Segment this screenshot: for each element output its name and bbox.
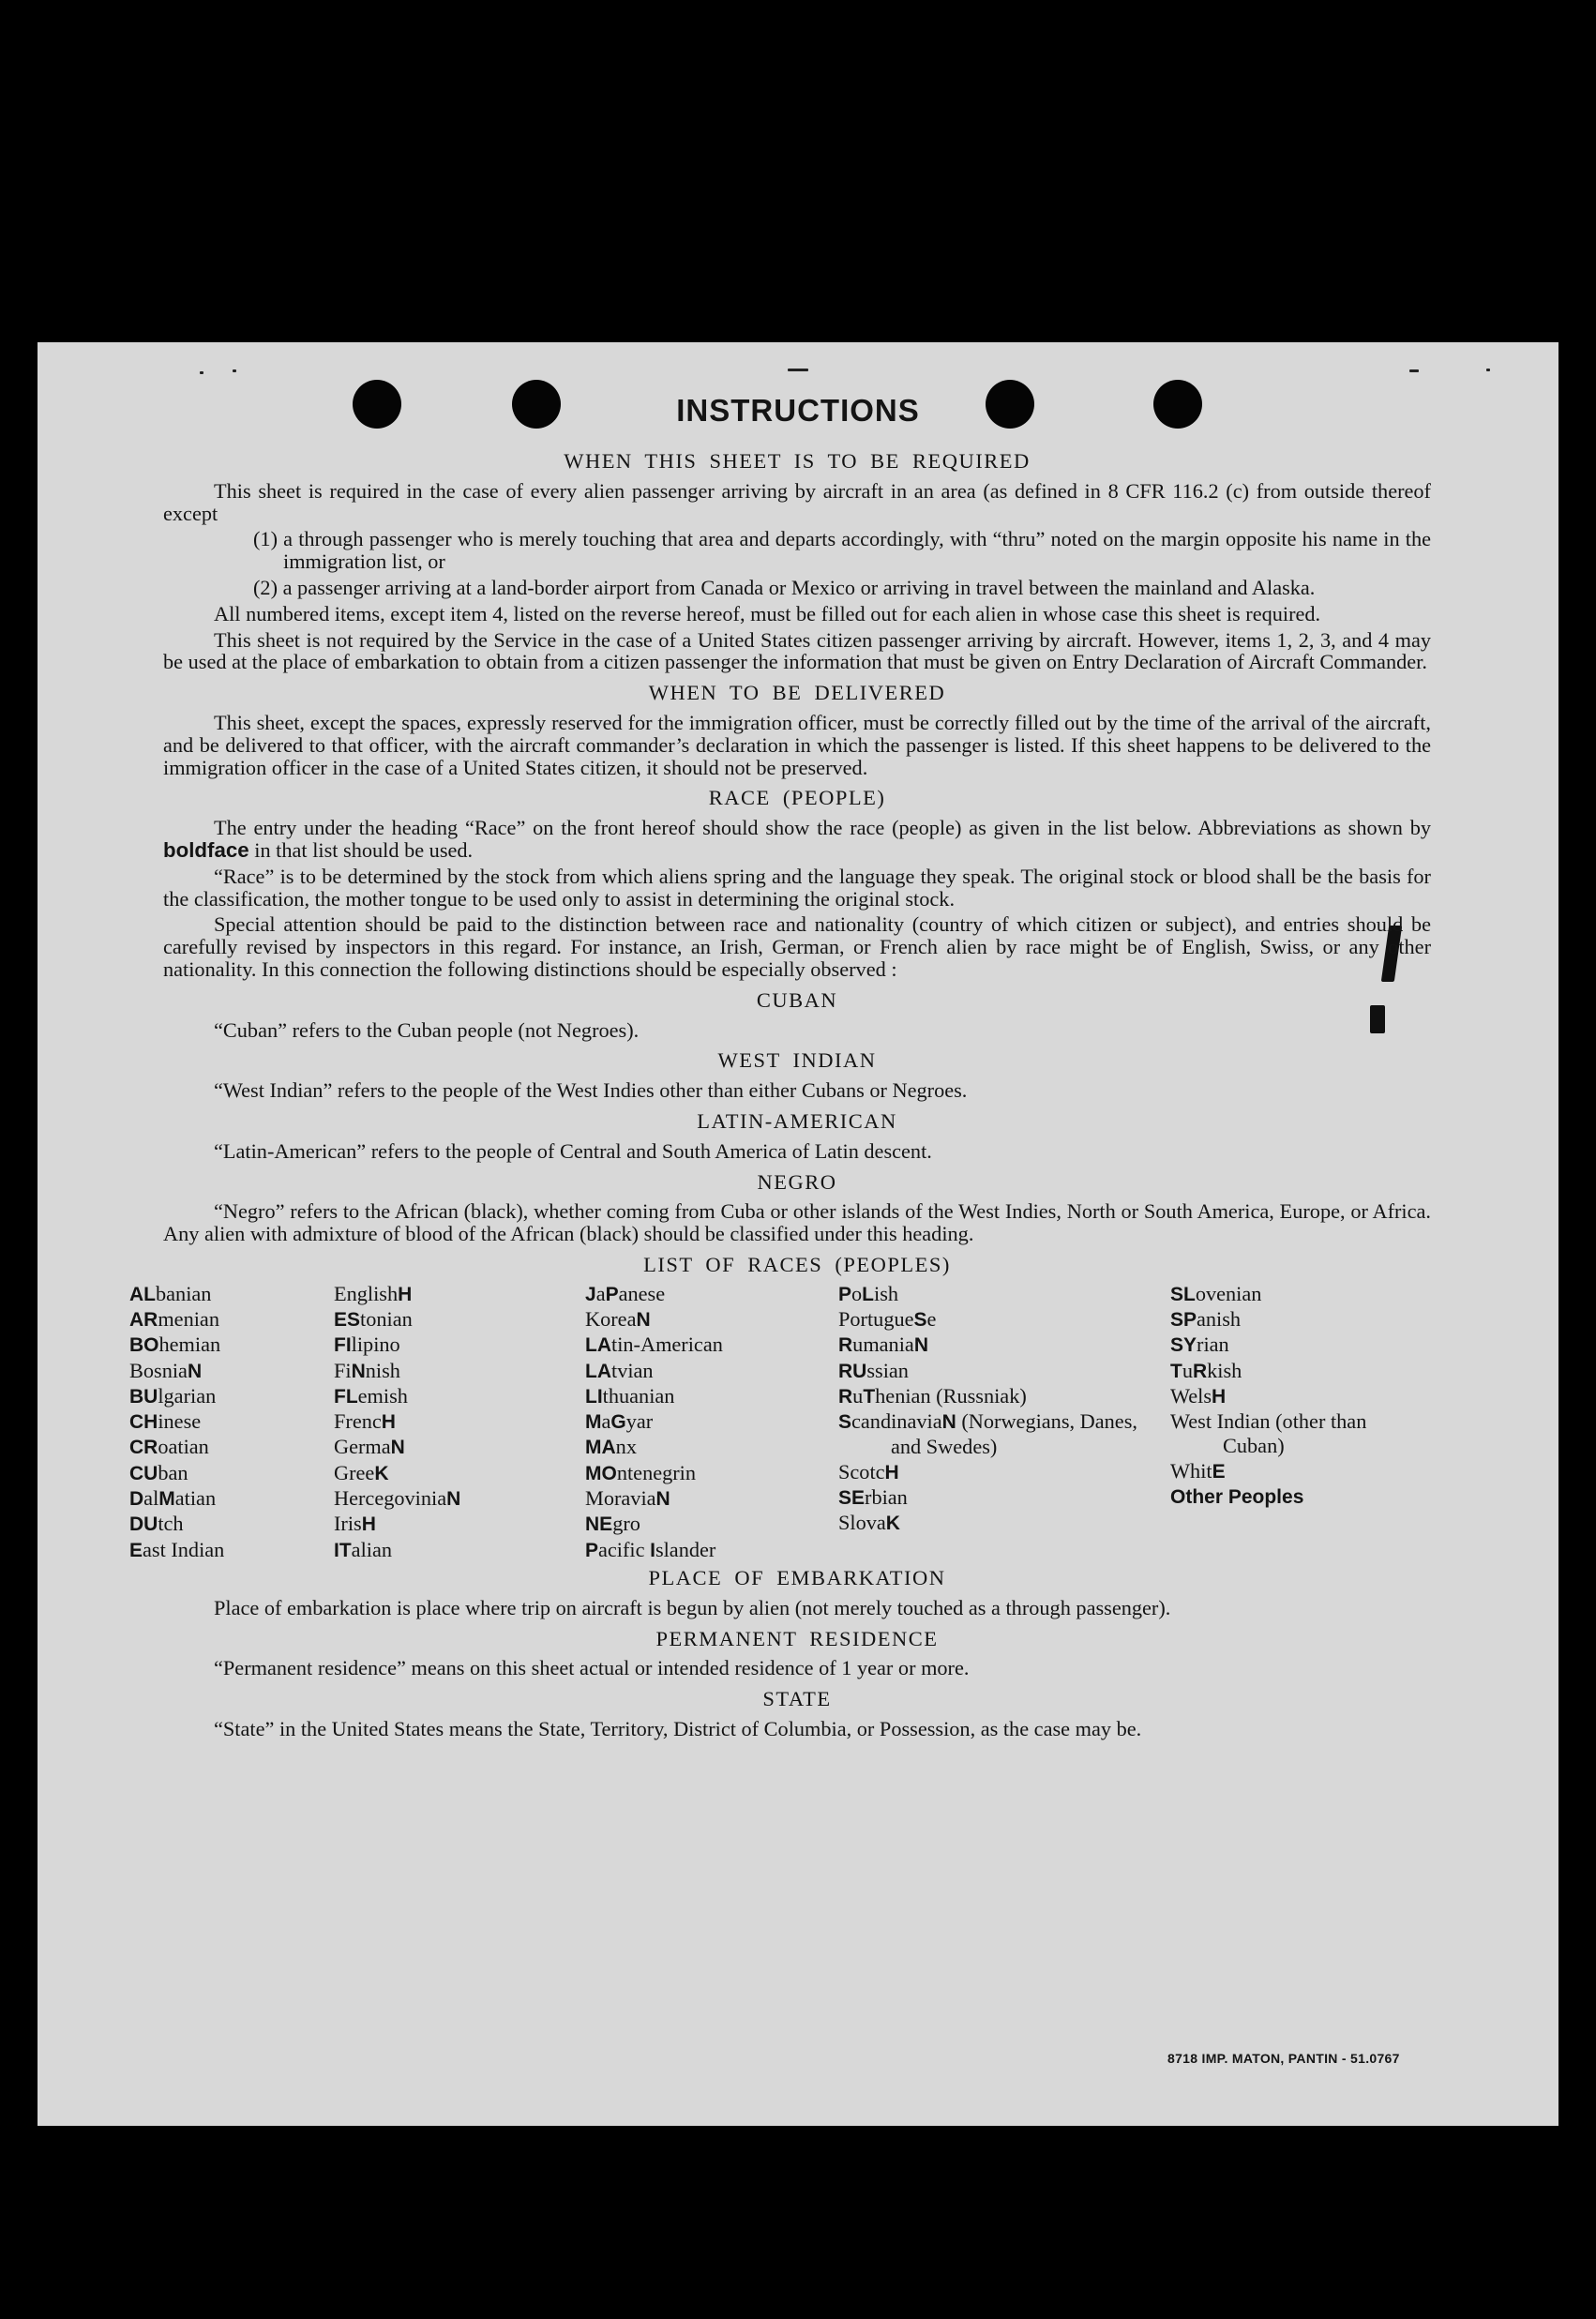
race-entry: FLemish — [334, 1383, 408, 1408]
paragraph: “Race” is to be determined by the stock from which aliens spring and the language they speak. The original stock or blood shall be the basis for the classification, the mother tongue to be used only to assist in determining the original stock. — [163, 864, 1431, 911]
race-entry: ScandinaviaN (Norwegians, Danes, and Swedes) — [838, 1409, 1137, 1459]
section-heading: LATIN-AMERICAN — [697, 1108, 897, 1133]
race-entry: RumaniaN — [838, 1333, 928, 1357]
race-column-5 — [1170, 1282, 1395, 1563]
race-entry: EStonian — [334, 1307, 413, 1331]
race-entry: FiNnish — [334, 1358, 400, 1382]
race-entry: SPanish — [1170, 1307, 1242, 1331]
race-entry: GermaN — [334, 1435, 405, 1459]
paragraph: This sheet is required in the case of every alien passenger arriving by aircraft in an area (as defined in 8 CFR 116.2 (c) from outside thereof except — [163, 478, 1431, 525]
race-entry: MaGyar — [585, 1409, 654, 1434]
race-entry: ARmenian — [129, 1307, 219, 1331]
race-entry: FIlipino — [334, 1333, 400, 1357]
race-entry: EnglishH — [334, 1281, 413, 1305]
paragraph: “Negro” refers to the African (black), whether coming from Cuba or other islands of the West Indies, North or South America, Europe, or Africa. Any alien with admixture of blood of the African (black) should be classified under this heading. — [163, 1199, 1431, 1246]
section-heading: NEGRO — [757, 1169, 837, 1194]
page-title: INSTRUCTIONS — [676, 393, 920, 428]
race-column-4 — [838, 1282, 1170, 1563]
race-entry: RuThenian (Russniak) — [838, 1383, 1027, 1408]
race-entry: DUtch — [129, 1512, 184, 1536]
paragraph: “State” in the United States means the State, Territory, District of Columbia, or Possession, as the case may be. — [214, 1716, 1142, 1740]
paragraph: “Cuban” refers to the Cuban people (not Negroes). — [214, 1017, 640, 1042]
race-entry: LAtin-American — [585, 1333, 723, 1357]
race-entry: MoraviaN — [585, 1486, 670, 1511]
paragraph: This sheet is not required by the Service in the case of a United States citizen passenger arriving by aircraft. However, items 1, 2, 3, and 4 may be used at the place of embarkation to obtain from a citizen passenger the information that must be given on Entry Declaration of Aircraft Commander. — [163, 627, 1431, 674]
race-column-3 — [585, 1282, 838, 1563]
section-heading: PERMANENT RESIDENCE — [655, 1626, 939, 1650]
race-entry: TuRkish — [1170, 1358, 1242, 1382]
speck — [1409, 369, 1419, 372]
race-list — [129, 1282, 1431, 1563]
section-heading: CUBAN — [756, 987, 838, 1012]
race-entry: NEgro — [585, 1512, 640, 1536]
list-item: (2) a passenger arriving at a land-border airport from Canada or Mexico or arriving in travel between the mainland and Alaska. — [253, 575, 1316, 599]
race-entry: Other Peoples — [1170, 1486, 1304, 1509]
race-entry: SErbian — [838, 1485, 908, 1510]
race-entry: CHinese — [129, 1409, 202, 1434]
section-heading: RACE (PEOPLE) — [708, 786, 886, 810]
race-entry: FrencH — [334, 1409, 396, 1434]
race-entry: KoreaN — [585, 1307, 651, 1331]
race-entry: SLovenian — [1170, 1281, 1262, 1305]
race-column-1 — [129, 1282, 334, 1563]
instructions-body — [129, 442, 1431, 1744]
section-heading: WHEN TO BE DELIVERED — [648, 681, 946, 705]
section-heading: LIST OF RACES (PEOPLES) — [643, 1252, 951, 1276]
race-entry: LAtvian — [585, 1358, 654, 1382]
section-heading: WEST INDIAN — [717, 1048, 877, 1073]
race-entry: BUlgarian — [129, 1383, 217, 1408]
race-entry: PortugueSe — [838, 1307, 937, 1331]
boldface-word: boldface — [163, 837, 249, 862]
list-item: (1) a through passenger who is merely touching that area and departs accordingly, with “thru” noted on the margin opposite his name in the immigration list, or — [253, 527, 1431, 574]
section-heading: PLACE OF EMBARKATION — [648, 1565, 946, 1589]
race-entry: SlovaK — [838, 1511, 900, 1535]
paragraph: “Permanent residence” means on this sheet actual or intended residence of 1 year or more. — [214, 1656, 970, 1680]
paragraph: This sheet, except the spaces, expressly reserved for the immigration officer, must be correctly filled out by the time of the arrival of the aircraft, and be delivered to that officer, with the aircraft commander’s declaration in which the passenger is listed. If this sheet happens to be delivered to the immigration officer in the case of a United States citizen, it should not be preserved. — [163, 710, 1431, 779]
section-heading: WHEN THIS SHEET IS TO BE REQUIRED — [564, 449, 1031, 473]
race-entry: DalMatian — [129, 1486, 217, 1511]
race-entry: East Indian — [129, 1537, 225, 1561]
paragraph — [163, 817, 1431, 862]
race-entry: JaPanese — [585, 1281, 666, 1305]
paragraph: All numbered items, except item 4, listed on the reverse hereof, must be filled out for each alien in whose case this sheet is required. — [214, 601, 1321, 625]
race-entry: MOntenegrin — [585, 1460, 697, 1484]
speck — [200, 371, 203, 374]
paragraph: Special attention should be paid to the distinction between race and nationality (country of which citizen or subject), and entries should be carefully revised by inspectors in this regard. For instance, an Irish, German, or French alien by race might be of English, Swiss, or any other nationality. In this connection the following distinctions should be especially observed : — [163, 912, 1431, 981]
race-entry: GreeK — [334, 1460, 389, 1484]
speck — [1486, 369, 1490, 371]
race-entry: West Indian (other than Cuban) — [1170, 1409, 1367, 1458]
race-entry: ITalian — [334, 1537, 393, 1561]
race-entry: SYrian — [1170, 1333, 1229, 1357]
race-entry: CUban — [129, 1460, 188, 1484]
race-entry: MAnx — [585, 1435, 637, 1459]
race-entry: RUssian — [838, 1358, 909, 1382]
speck — [233, 369, 236, 372]
paragraph: “West Indian” refers to the people of the West Indies other than either Cubans or Negroes. — [214, 1078, 968, 1103]
race-entry: IrisH — [334, 1512, 376, 1536]
race-entry: ALbanian — [129, 1281, 212, 1305]
race-entry: BOhemian — [129, 1333, 221, 1357]
race-entry: PoLish — [838, 1281, 899, 1305]
race-entry: Pacific Islander — [585, 1537, 716, 1561]
race-entry: CRoatian — [129, 1435, 209, 1459]
section-heading: STATE — [762, 1687, 832, 1711]
race-entry: WhitE — [1170, 1458, 1226, 1483]
document-sheet — [38, 342, 1558, 2126]
race-entry: ScotcH — [838, 1459, 899, 1483]
race-column-2 — [334, 1282, 585, 1563]
paragraph: Place of embarkation is place where trip on aircraft is begun by alien (not merely touched as a through passenger). — [214, 1595, 1171, 1619]
race-entry: WelsH — [1170, 1383, 1227, 1408]
printer-imprint: 8718 IMP. MATON, PANTIN - 51.0767 — [1167, 2051, 1400, 2066]
speck — [788, 369, 808, 371]
race-entry: BosniaN — [129, 1358, 203, 1382]
race-entry: LIthuanian — [585, 1383, 675, 1408]
race-entry: HercegoviniaN — [334, 1486, 461, 1511]
text-run: in that list should be used. — [254, 837, 474, 862]
text-run: The entry under the heading “Race” on the front hereof should show the race (people) as given in the list below. Abbreviations as shown by — [214, 816, 1431, 840]
paragraph: “Latin-American” refers to the people of Central and South America of Latin descent. — [214, 1138, 932, 1163]
